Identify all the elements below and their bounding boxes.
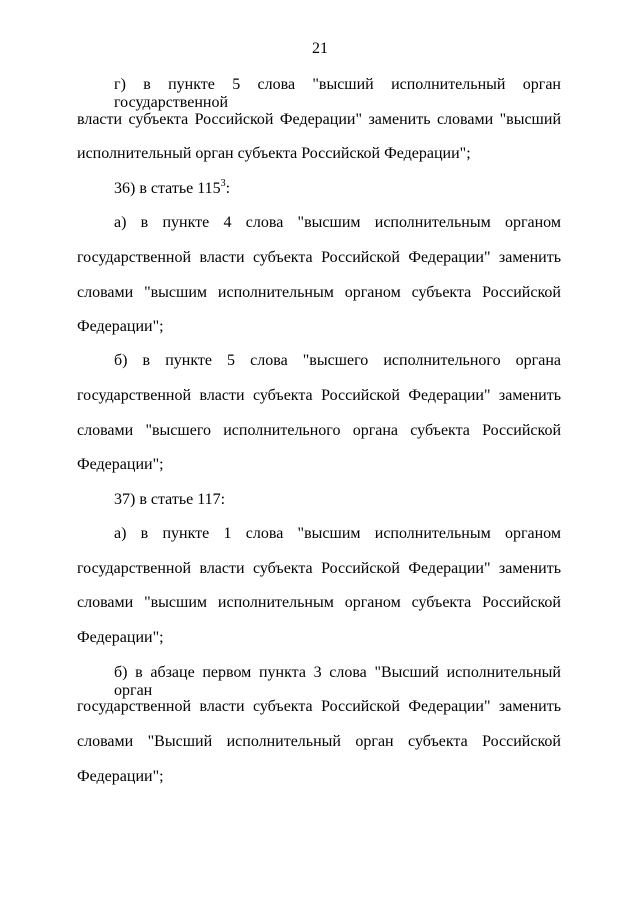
heading-colon: : [225, 180, 231, 197]
text-line: государственной власти субъекта Российской Федерации" заменить [77, 387, 561, 404]
text-line: б) в пункте 5 слова "высшего исполнительного органа [114, 352, 561, 369]
text-line: Федерации"; [77, 768, 164, 785]
text-line [114, 177, 231, 198]
text-line: власти субъекта Российской Федерации" заменить словами "высший [77, 111, 561, 128]
text-line: государственной власти субъекта Российской Федерации" заменить [77, 698, 561, 715]
text-line: а) в пункте 1 слова "высшим исполнительным органом [114, 525, 561, 542]
text-line: а) в пункте 4 слова "высшим исполнительным органом [114, 214, 561, 231]
text-line: г) в пункте 5 слова "высший исполнительный орган государственной [114, 76, 561, 111]
page-number: 21 [312, 40, 328, 57]
text-line: словами "высшим исполнительным органом субъекта Российской [77, 284, 561, 301]
text-line: Федерации"; [77, 318, 164, 335]
text-line: исполнительный орган субъекта Российской Федерации"; [77, 145, 471, 162]
text-line: словами "Высший исполнительный орган субъекта Российской [77, 733, 561, 750]
text-line: 37) в статье 117: [114, 491, 226, 508]
text-line: словами "высшим исполнительным органом субъекта Российской [77, 594, 561, 611]
text-line: Федерации"; [77, 456, 164, 473]
superscript-number: 3 [220, 177, 226, 189]
article-heading-text: 36) в статье 115 [114, 180, 221, 197]
text-line: б) в абзаце первом пункта 3 слова "Высший исполнительный орган [114, 664, 561, 699]
text-line: словами "высшего исполнительного органа субъекта Российской [77, 422, 561, 439]
text-line: государственной власти субъекта Российской Федерации" заменить [77, 249, 561, 266]
text-line: государственной власти субъекта Российской Федерации" заменить [77, 560, 561, 577]
text-line: Федерации"; [77, 629, 164, 646]
